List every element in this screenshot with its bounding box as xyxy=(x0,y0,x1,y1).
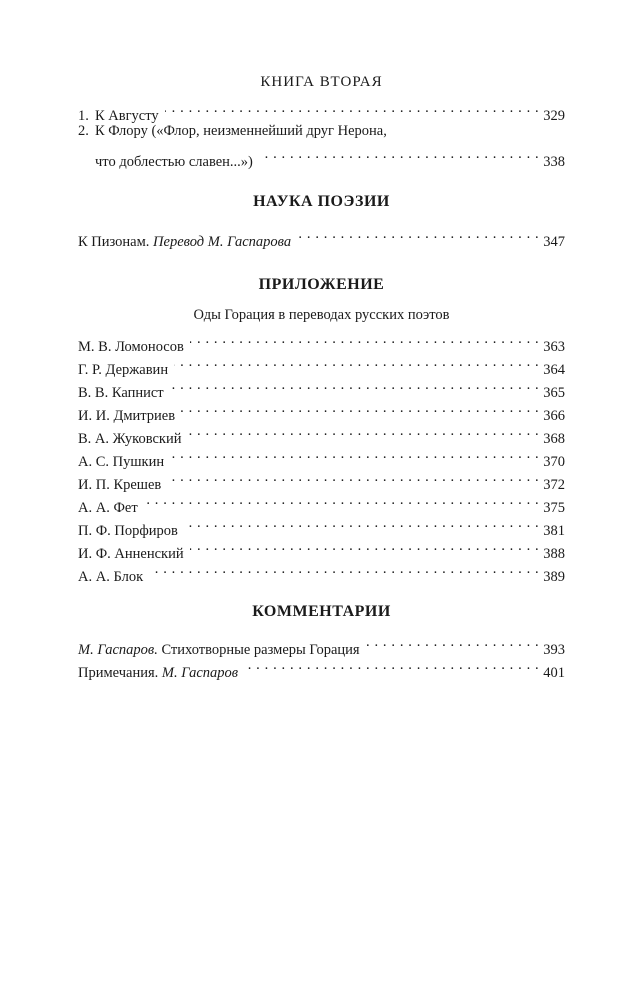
toc-entry xyxy=(78,489,565,516)
leader-dots xyxy=(144,489,540,512)
leader-dots xyxy=(188,420,540,443)
entry-page: 329 xyxy=(543,108,565,124)
entry-title: И. И. Дмитриев xyxy=(78,408,176,424)
entry-title: В. А. Жуковский xyxy=(78,431,182,447)
leader-dots xyxy=(297,223,539,246)
entry-page: 363 xyxy=(543,339,565,355)
section-heading: КНИГА ВТОРАЯ xyxy=(260,74,383,90)
section-heading: ПРИЛОЖЕНИЕ xyxy=(258,276,385,293)
entry-title: К Августу xyxy=(95,108,159,124)
leader-dots xyxy=(366,631,540,654)
toc-entry xyxy=(78,558,565,585)
entry-page: 366 xyxy=(543,408,565,424)
entry-title: Г. Р. Державин xyxy=(78,362,169,378)
entry-title: А. А. Блок xyxy=(78,569,144,585)
entry-title: М. В. Ломоносов xyxy=(78,339,184,355)
leader-dots xyxy=(174,351,539,374)
entry-title: А. А. Фет xyxy=(78,500,138,516)
entry-title: В. В. Капнист xyxy=(78,385,164,401)
entry-title: И. Ф. Анненский xyxy=(78,546,184,562)
leader-dots xyxy=(181,397,539,420)
leader-dots xyxy=(149,558,539,581)
leader-dots xyxy=(170,443,539,466)
entry-page: 347 xyxy=(543,234,565,250)
entry-number: 2. xyxy=(78,123,89,139)
entry-page: 381 xyxy=(543,523,565,539)
leader-dots xyxy=(190,328,539,351)
toc-entry xyxy=(78,120,565,143)
entry-page: 368 xyxy=(543,431,565,447)
entry-title: К Пизонам. Перевод М. Гаспарова xyxy=(78,234,292,250)
entry-title: М. Гаспаров. Стихотворные размеры Горация xyxy=(78,642,360,658)
toc-entry xyxy=(78,512,565,539)
section-book-two xyxy=(78,73,565,170)
section-appendix xyxy=(78,276,565,585)
entry-title: К Флору («Флор, неизменнейший друг Нерона, xyxy=(95,123,387,139)
leader-dots xyxy=(167,466,539,489)
entry-page: 370 xyxy=(543,454,565,470)
entry-title: И. П. Крешев xyxy=(78,477,162,493)
leader-dots xyxy=(165,97,540,120)
section-heading: КОММЕНТАРИИ xyxy=(252,603,391,620)
leader-dots xyxy=(170,374,540,397)
leader-dots xyxy=(244,654,539,677)
toc-entry-continuation xyxy=(78,143,565,170)
entry-title: П. Ф. Порфиров xyxy=(78,523,178,539)
entry-page: 372 xyxy=(543,477,565,493)
appendix-list xyxy=(78,328,565,585)
toc-entry xyxy=(78,223,565,250)
leader-dots xyxy=(259,143,539,166)
entry-page: 393 xyxy=(543,642,565,658)
entry-page: 389 xyxy=(543,569,565,585)
entry-number: 1. xyxy=(78,108,89,124)
entry-page: 364 xyxy=(543,362,565,378)
entry-page: 388 xyxy=(543,546,565,562)
entry-page: 375 xyxy=(543,500,565,516)
entry-title: что доблестью славен...») xyxy=(95,154,253,170)
entry-title: А. С. Пушкин xyxy=(78,454,165,470)
entry-title: Примечания. М. Гаспаров xyxy=(78,665,239,681)
entry-page: 401 xyxy=(543,665,565,681)
toc-entry xyxy=(78,328,565,355)
section-ars-poetica xyxy=(78,193,565,250)
toc-entry xyxy=(78,97,565,124)
section-heading: НАУКА ПОЭЗИИ xyxy=(253,193,390,210)
leader-dots xyxy=(190,535,540,558)
section-commentary xyxy=(78,603,565,681)
section-subheading: Оды Горация в переводах русских поэтов xyxy=(193,307,450,323)
leader-dots xyxy=(184,512,539,535)
entry-page: 365 xyxy=(543,385,565,401)
entry-page: 338 xyxy=(543,154,565,170)
toc-entry xyxy=(78,631,565,658)
